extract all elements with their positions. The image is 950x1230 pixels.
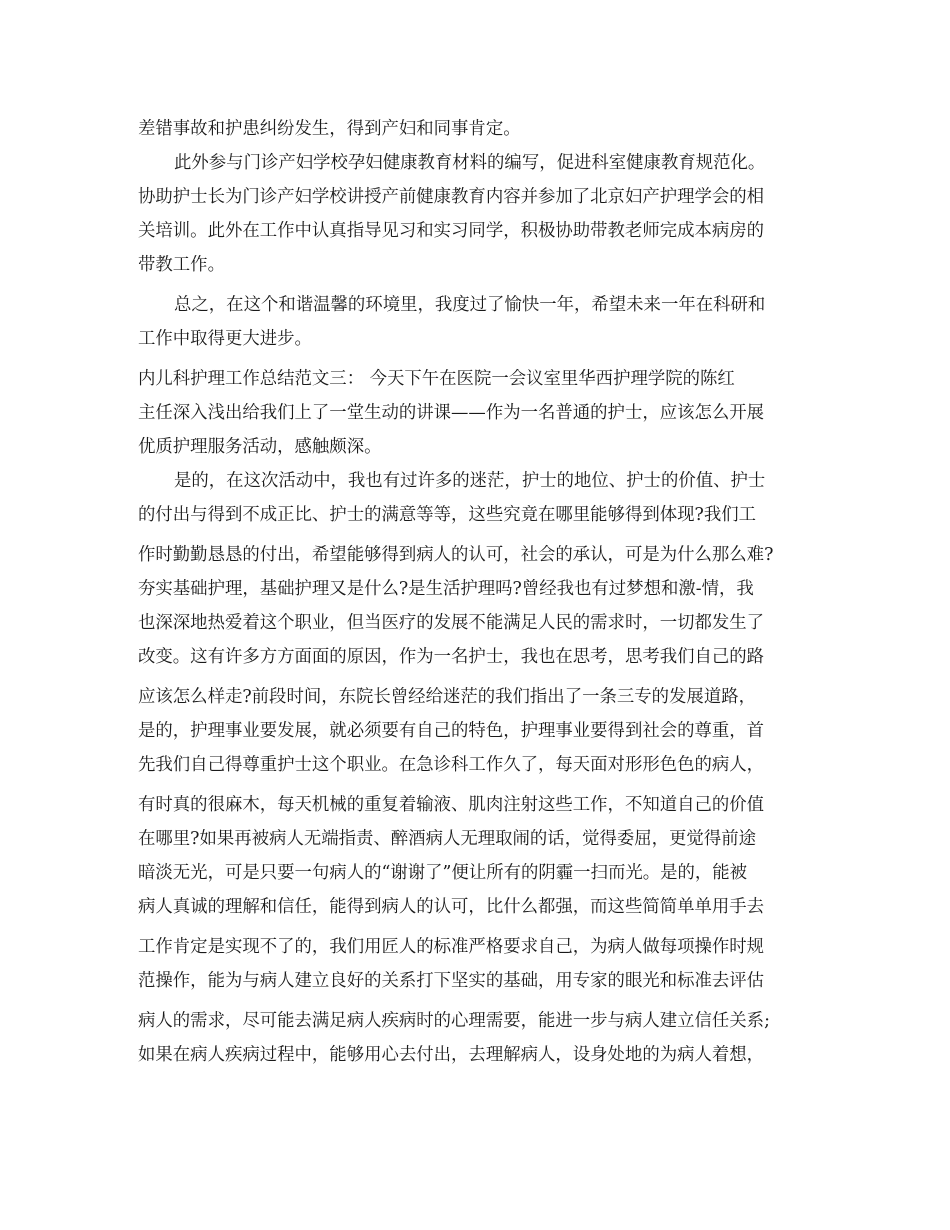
text-line: 主任深入浅出给我们上了一堂生动的讲课——作为一名普通的护士，应该怎么开展 bbox=[138, 403, 765, 423]
text-line: 带教工作。 bbox=[138, 255, 225, 275]
text-line: 协助护士长为门诊产妇学校讲授产前健康教育内容并参加了北京妇产护理学会的相 bbox=[138, 187, 765, 207]
text-line: 病人的需求，尽可能去满足病人疾病时的心理需要，能进一步与病人建立信任关系; bbox=[138, 1011, 770, 1031]
text-line: 差错事故和护患纠纷发生，得到产妇和同事肯定。 bbox=[138, 119, 521, 139]
text-line: 关培训。此外在工作中认真指导见习和实习同学，积极协助带教老师完成本病房的 bbox=[138, 221, 765, 241]
text-line: 此外参与门诊产妇学校孕妇健康教育材料的编写，促进科室健康教育规范化。 bbox=[174, 153, 766, 173]
text-line: 也深深地热爱着这个职业，但当医疗的发展不能满足人民的需求时，一切都发生了 bbox=[138, 613, 765, 633]
text-line: 应该怎么样走?前段时间，东院长曾经给迷茫的我们指出了一条三专的发展道路， bbox=[138, 687, 756, 707]
text-line: 总之，在这个和谐温馨的环境里，我度过了愉快一年，希望未来一年在科研和 bbox=[174, 295, 766, 315]
text-line: 先我们自己得尊重护士这个职业。在急诊科工作久了，每天面对形形色色的病人， bbox=[138, 755, 765, 775]
text-line: 工作肯定是实现不了的，我们用匠人的标准严格要求自己，为病人做每项操作时规 bbox=[138, 937, 765, 957]
text-line: 的付出与得到不成正比、护士的满意等等，这些究竟在哪里能够得到体现?我们工 bbox=[138, 505, 756, 525]
text-line: 改变。这有许多方方面面的原因，作为一名护士，我也在思考，思考我们自己的路 bbox=[138, 647, 765, 667]
text-line: 范操作，能为与病人建立良好的关系打下坚实的基础，用专家的眼光和标准去评估 bbox=[138, 971, 765, 991]
text-line: 工作中取得更大进步。 bbox=[138, 329, 312, 349]
text-line: 优质护理服务活动，感触颇深。 bbox=[138, 437, 382, 457]
section-heading-line: 内儿科护理工作总结范文三： 今天下午在医院一会议室里华西护理学院的陈红 bbox=[138, 369, 735, 389]
text-line: 暗淡无光，可是只要一句病人的“谢谢了”便让所有的阴霾一扫而光。是的，能被 bbox=[138, 863, 748, 883]
text-line: 在哪里?如果再被病人无端指责、醉酒病人无理取闹的话，觉得委屈，更觉得前途 bbox=[138, 829, 756, 849]
text-line: 作时勤勤恳恳的付出，希望能够得到病人的认可，社会的承认，可是为什么那么难? bbox=[138, 545, 774, 565]
text-line: 病人真诚的理解和信任，能得到病人的认可，比什么都强，而这些简简单单用手去 bbox=[138, 897, 765, 917]
text-line: 是的，护理事业要发展，就必须要有自己的特色，护理事业要得到社会的尊重，首 bbox=[138, 721, 765, 741]
text-line: 是的，在这次活动中，我也有过许多的迷茫，护士的地位、护士的价值、护士 bbox=[174, 471, 766, 491]
text-line: 如果在病人疾病过程中，能够用心去付出，去理解病人，设身处地的为病人着想， bbox=[138, 1045, 765, 1065]
text-line: 夯实基础护理，基础护理又是什么?是生活护理吗?曾经我也有过梦想和激-情，我 bbox=[138, 579, 754, 599]
text-line: 有时真的很麻木，每天机械的重复着输液、肌肉注射这些工作，不知道自己的价值 bbox=[138, 795, 765, 815]
